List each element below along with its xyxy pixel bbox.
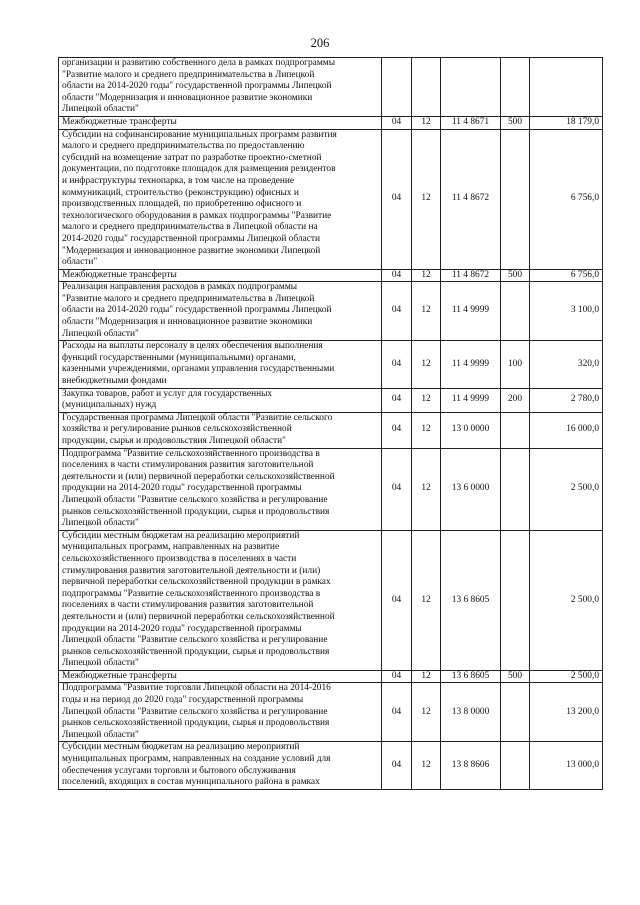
expense-name-cell: Подпрограмма "Развитие сельскохозяйственного производства в поселениях в части стимулирования развития заготовительной деятельности и (или) первичной переработки сельскохозяйственной продукции на 2014-2020 годы" государственной программы Липецкой области "Развитие сельского хозяйства и регулирование рынков сельскохозяйственной продукции, сырья и продовольствия Липецкой области" <box>59 448 382 530</box>
expense-name-cell: организации и развитию собственного дела в рамках подпрограммы "Развитие малого и среднего предпринимательства в Липецкой области на 2014-2020 годы" государственной программы Липецкой области "Модернизация и инновационное развитие экономики Липецкой области" <box>59 58 382 117</box>
table-row <box>59 530 603 670</box>
table-row <box>59 670 603 683</box>
amount-cell: 2 780,0 <box>530 388 603 412</box>
expense-type-cell <box>501 448 530 530</box>
expense-name-cell: Расходы на выплаты персоналу в целях обеспечения выполнения функций государственными (муниципальными) органами, казенными учреждениями, органами управления государственными внебюджетными фондами <box>59 341 382 388</box>
expense-name-cell: Подпрограмма "Развитие торговли Липецкой области на 2014-2016 годы и на период до 2020 года" государственной программы Липецкой области "Развитие сельского хозяйства и регулирование рынков сельскохозяйственной продукции, сырья и продовольствия Липецкой области" <box>59 683 382 742</box>
section-code-cell: 04 <box>382 269 412 282</box>
subsection-code-cell <box>412 58 441 117</box>
table-row <box>59 742 603 789</box>
amount-cell: 18 179,0 <box>530 116 603 129</box>
expense-name-cell: Межбюджетные трансферты <box>59 116 382 129</box>
target-article-cell: 13 6 0000 <box>441 448 501 530</box>
target-article-cell: 13 0 0000 <box>441 412 501 448</box>
subsection-code-cell: 12 <box>412 282 441 341</box>
section-code-cell: 04 <box>382 683 412 742</box>
page-number: 206 <box>310 36 330 50</box>
expense-name-cell: Субсидии на софинансирование муниципальных программ развития малого и среднего предпринимательства по предоставлению субсидий на возмещение затрат по разработке проектно-сметной документации, по подготовке площадок для размещения резидентов и инфраструктуры технопарка, в том числе на проведение коммуникаций, строительство (реконструкцию) офисных и производственных площадей, по приобретению офисного и технологического оборудования в рамках подпрограммы "Развитие малого и среднего предпринимательства в Липецкой области на 2014-2020 годы" государственной программы Липецкой области "Модернизация и инновационное развитие экономики Липецкой области" <box>59 129 382 269</box>
expense-type-cell: 500 <box>501 116 530 129</box>
budget-table <box>58 57 603 790</box>
expense-type-cell <box>501 129 530 269</box>
section-code-cell: 04 <box>382 670 412 683</box>
table-row <box>59 116 603 129</box>
expense-type-cell: 500 <box>501 269 530 282</box>
section-code-cell <box>382 58 412 117</box>
expense-type-cell <box>501 282 530 341</box>
table-row <box>59 58 603 117</box>
subsection-code-cell: 12 <box>412 116 441 129</box>
target-article-cell: 11 4 8672 <box>441 269 501 282</box>
amount-cell <box>530 58 603 117</box>
amount-cell: 3 100,0 <box>530 282 603 341</box>
section-code-cell: 04 <box>382 116 412 129</box>
table-row <box>59 341 603 388</box>
expense-name-cell: Субсидии местным бюджетам на реализацию мероприятий муниципальных программ, направленных на создание условий для обеспечения услугами торговли и бытового обслуживания поселений, входящих в состав муниципального района в рамках <box>59 742 382 789</box>
expense-name-cell: Межбюджетные трансферты <box>59 670 382 683</box>
amount-cell: 2 500,0 <box>530 530 603 670</box>
target-article-cell: 13 8 0000 <box>441 683 501 742</box>
target-article-cell: 13 8 8606 <box>441 742 501 789</box>
subsection-code-cell: 12 <box>412 388 441 412</box>
expense-type-cell <box>501 683 530 742</box>
target-article-cell: 13 6 8605 <box>441 530 501 670</box>
subsection-code-cell: 12 <box>412 412 441 448</box>
amount-cell: 320,0 <box>530 341 603 388</box>
table-row <box>59 282 603 341</box>
table-row <box>59 448 603 530</box>
target-article-cell: 11 4 9999 <box>441 388 501 412</box>
expense-type-cell: 500 <box>501 670 530 683</box>
table-row <box>59 388 603 412</box>
amount-cell: 16 000,0 <box>530 412 603 448</box>
table-row <box>59 129 603 269</box>
expense-type-cell <box>501 742 530 789</box>
subsection-code-cell: 12 <box>412 129 441 269</box>
section-code-cell: 04 <box>382 412 412 448</box>
amount-cell: 2 500,0 <box>530 448 603 530</box>
subsection-code-cell: 12 <box>412 269 441 282</box>
amount-cell: 13 200,0 <box>530 683 603 742</box>
target-article-cell: 13 6 8605 <box>441 670 501 683</box>
subsection-code-cell: 12 <box>412 683 441 742</box>
table-row <box>59 683 603 742</box>
amount-cell: 6 756,0 <box>530 269 603 282</box>
expense-name-cell: Реализация направления расходов в рамках подпрограммы "Развитие малого и среднего предпринимательства в Липецкой области на 2014-2020 годы" государственной программы Липецкой области "Модернизация и инновационное развитие экономики Липецкой области" <box>59 282 382 341</box>
section-code-cell: 04 <box>382 530 412 670</box>
section-code-cell: 04 <box>382 388 412 412</box>
budget-table-body <box>59 58 603 790</box>
target-article-cell <box>441 58 501 117</box>
expense-name-cell: Закупка товаров, работ и услуг для государственных (муниципальных) нужд <box>59 388 382 412</box>
target-article-cell: 11 4 9999 <box>441 282 501 341</box>
amount-cell: 6 756,0 <box>530 129 603 269</box>
subsection-code-cell: 12 <box>412 530 441 670</box>
expense-type-cell <box>501 412 530 448</box>
section-code-cell: 04 <box>382 448 412 530</box>
target-article-cell: 11 4 8671 <box>441 116 501 129</box>
subsection-code-cell: 12 <box>412 341 441 388</box>
expense-name-cell: Государственная программа Липецкой области "Развитие сельского хозяйства и регулирование рынков сельскохозяйственной продукции, сырья и продовольствия Липецкой области" <box>59 412 382 448</box>
amount-cell: 13 000,0 <box>530 742 603 789</box>
subsection-code-cell: 12 <box>412 742 441 789</box>
subsection-code-cell: 12 <box>412 670 441 683</box>
section-code-cell: 04 <box>382 742 412 789</box>
target-article-cell: 11 4 9999 <box>441 341 501 388</box>
expense-type-cell: 100 <box>501 341 530 388</box>
table-row <box>59 412 603 448</box>
amount-cell: 2 500,0 <box>530 670 603 683</box>
section-code-cell: 04 <box>382 282 412 341</box>
expense-name-cell: Субсидии местным бюджетам на реализацию мероприятий муниципальных программ, направленных на развитие сельскохозяйственного производства в поселениях в части стимулирования развития заготовительной деятельности и (или) первичной переработки сельскохозяйственной продукции в рамках подпрограммы "Развитие сельскохозяйственного производства в поселениях в части стимулирования развития заготовительной деятельности и (или) первичной переработки сельскохозяйственной продукции на 2014-2020 годы" государственной программы Липецкой области "Развитие сельского хозяйства и регулирование рынков сельскохозяйственной продукции, сырья и продовольствия Липецкой области" <box>59 530 382 670</box>
section-code-cell: 04 <box>382 129 412 269</box>
target-article-cell: 11 4 8672 <box>441 129 501 269</box>
expense-type-cell <box>501 530 530 670</box>
subsection-code-cell: 12 <box>412 448 441 530</box>
expense-type-cell <box>501 58 530 117</box>
expense-name-cell: Межбюджетные трансферты <box>59 269 382 282</box>
table-row <box>59 269 603 282</box>
section-code-cell: 04 <box>382 341 412 388</box>
expense-type-cell: 200 <box>501 388 530 412</box>
